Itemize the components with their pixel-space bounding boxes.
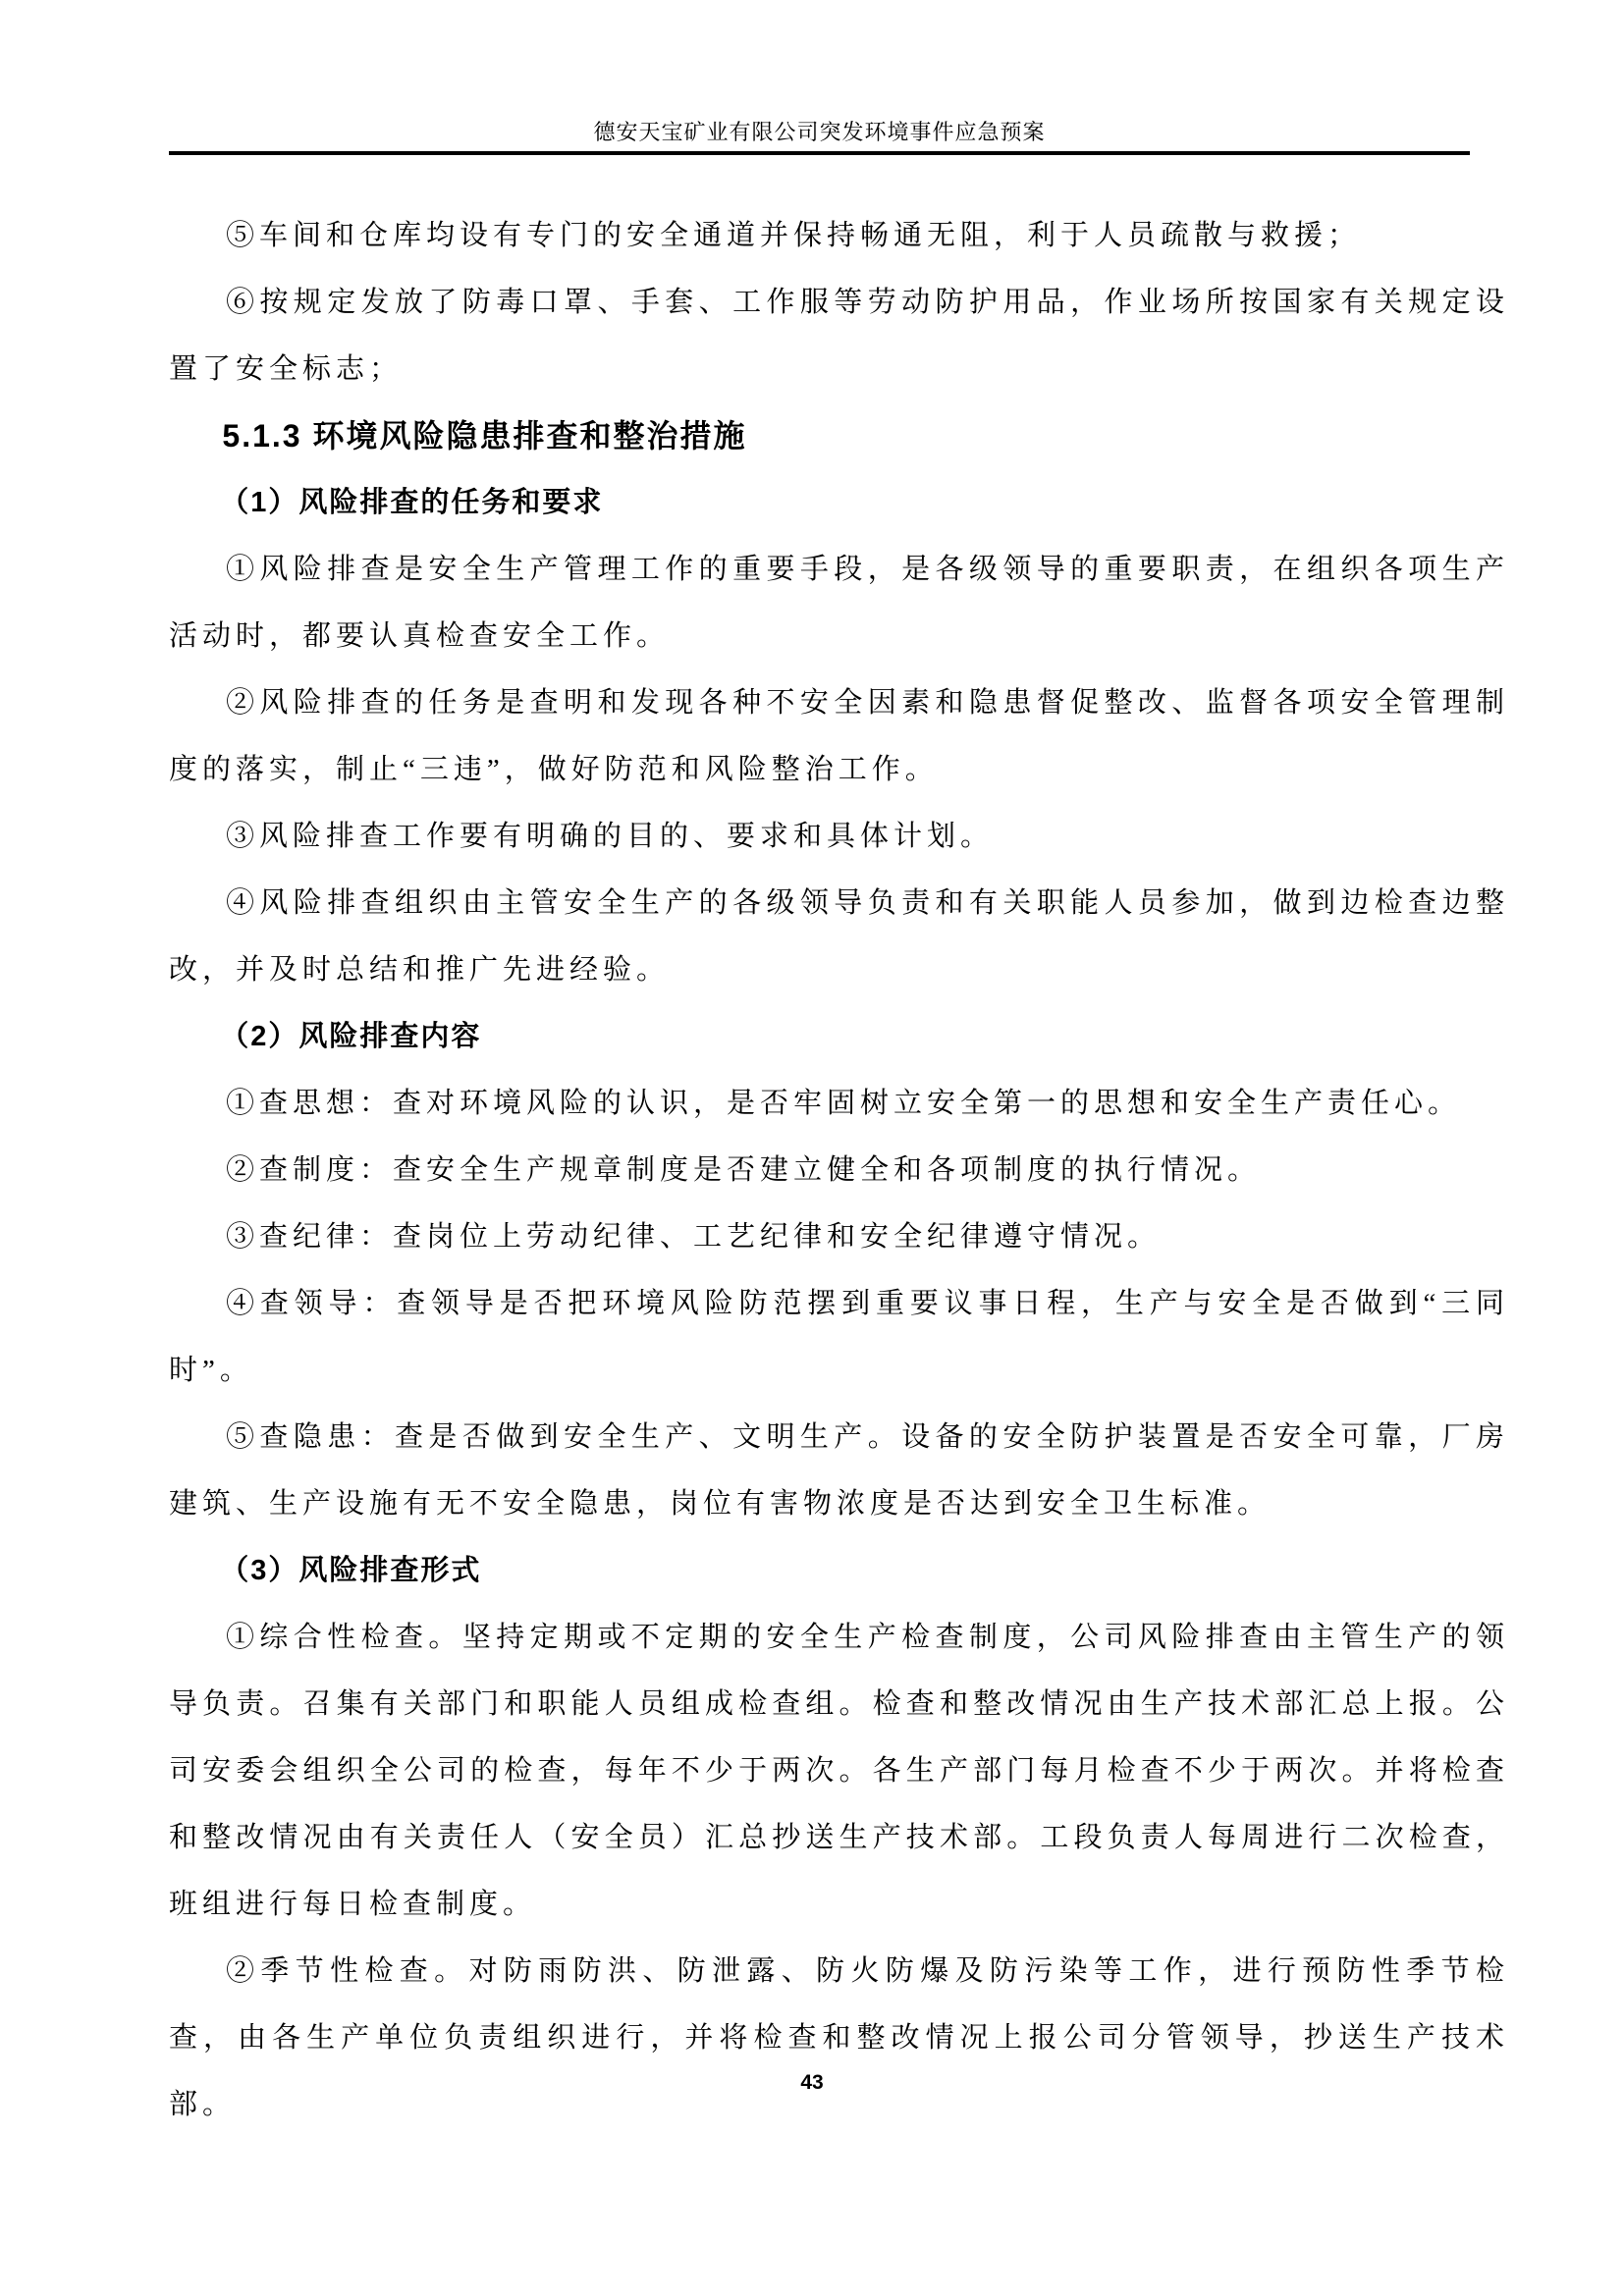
page-number: 43 [800,2071,824,2094]
paragraph: ⑤车间和仓库均设有专门的安全通道并保持畅通无阻，利于人员疏散与救援； [226,220,1362,251]
paragraph: ③查纪律：查岗位上劳动纪律、工艺纪律和安全纪律遵守情况。 [226,1221,1162,1253]
paragraph: ⑤查隐患：查是否做到安全生产、文明生产。设备的安全防护装置是否安全可靠，厂房建筑、生产设施有无不安全隐患，岗位有害物浓度是否达到安全卫生标准。 [169,1421,1509,1520]
paragraph: ①风险排查是安全生产管理工作的重要手段，是各级领导的重要职责，在组织各项生产活动时，都要认真检查安全工作。 [169,554,1509,652]
section-heading: 5.1.3 环境风险隐患排查和整治措施 [222,418,747,454]
paragraph: ②查制度：查安全生产规章制度是否建立健全和各项制度的执行情况。 [226,1154,1262,1186]
paragraph: ④查领导：查领导是否把环境风险防范摆到重要议事日程，生产与安全是否做到“三同时”。 [169,1288,1509,1386]
document-header-title: 德安天宝矿业有限公司突发环境事件应急预案 [593,120,1046,144]
paragraph: ②季节性检查。对防雨防洪、防泄露、防火防爆及防污染等工作，进行预防性季节检查，由各生产单位负责组织进行，并将检查和整改情况上报公司分管领导，抄送生产技术部。 [169,1955,1509,2120]
document-body [169,202,1509,2138]
page-footer [0,2071,1624,2095]
paragraph: ②风险排查的任务是查明和发现各种不安全因素和隐患督促整改、监督各项安全管理制度的落实，制止“三违”，做好防范和风险整治工作。 [169,687,1509,785]
paragraph: ①查思想：查对环境风险的认识，是否牢固树立安全第一的思想和安全生产责任心。 [226,1088,1462,1119]
paragraph: ④风险排查组织由主管安全生产的各级领导负责和有关职能人员参加，做到边检查边整改，并及时总结和推广先进经验。 [169,887,1509,986]
paragraph: ③风险排查工作要有明确的目的、要求和具体计划。 [226,821,995,852]
paragraph: ⑥按规定发放了防毒口罩、手套、工作服等劳动防护用品，作业场所按国家有关规定设置了安全标志； [169,287,1509,385]
sub-heading: （1）风险排查的任务和要求 [220,487,604,518]
paragraph: ①综合性检查。坚持定期或不定期的安全生产检查制度，公司风险排查由主管生产的领导负责。召集有关部门和职能人员组成检查组。检查和整改情况由生产技术部汇总上报。公司安委会组织全公司的检查，每年不少于两次。各生产部门每月检查不少于两次。并将检查和整改情况由有关责任人（安全员）汇总抄送生产技术部。工段负责人每周进行二次检查，班组进行每日检查制度。 [169,1622,1509,1920]
sub-heading: （2）风险排查内容 [220,1021,482,1052]
sub-heading: （3）风险排查形式 [220,1555,482,1586]
page-header [169,120,1470,155]
